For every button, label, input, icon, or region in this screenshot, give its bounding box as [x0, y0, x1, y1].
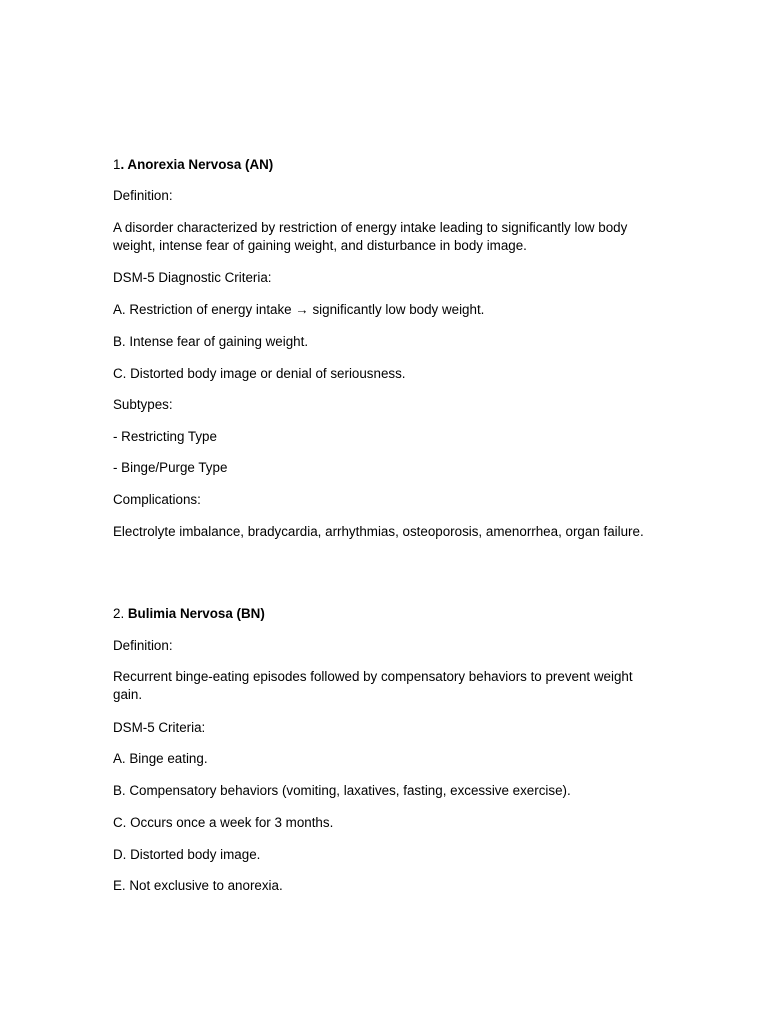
section-1-complications-label: Complications:	[113, 492, 201, 507]
section-2-number: 2.	[113, 606, 128, 621]
section-2-heading	[113, 605, 658, 623]
section-2-criterion-b: B. Compensatory behaviors (vomiting, laxatives, fasting, excessive exercise).	[113, 783, 571, 798]
section-1-subtypes-label: Subtypes:	[113, 397, 173, 412]
section-1-subtype-restricting: - Restricting Type	[113, 429, 217, 444]
section-1-complications-text: Electrolyte imbalance, bradycardia, arrhythmias, osteoporosis, amenorrhea, organ failure.	[113, 524, 644, 539]
section-1-definition-label: Definition:	[113, 188, 173, 203]
section-1-definition-text: A disorder characterized by restriction of energy intake leading to significantly low body weight, intense fear of gaining weight, and disturbance in body image.	[113, 220, 628, 253]
section-2-definition-text: Recurrent binge-eating episodes followed by compensatory behaviors to prevent weight gain.	[113, 669, 633, 702]
section-1-criterion-b: B. Intense fear of gaining weight.	[113, 334, 309, 349]
section-1-subtype-binge-purge: - Binge/Purge Type	[113, 460, 228, 475]
section-1-heading	[113, 156, 658, 174]
section-2-title: Bulimia Nervosa (BN)	[127, 606, 265, 621]
section-1-number: 1	[113, 157, 121, 172]
section-2-definition-label: Definition:	[113, 638, 173, 653]
section-2-criterion-d: D. Distorted body image.	[113, 847, 261, 862]
section-1-criteria-label: DSM-5 Diagnostic Criteria:	[113, 270, 272, 285]
section-1-criterion-a: A. Restriction of energy intake → significantly low body weight.	[113, 302, 485, 317]
section-2-criterion-c: C. Occurs once a week for 3 months.	[113, 815, 334, 830]
section-1-title: . Anorexia Nervosa (AN)	[120, 157, 274, 172]
section-2-criterion-e: E. Not exclusive to anorexia.	[113, 878, 283, 893]
section-2-criteria-label: DSM-5 Criteria:	[113, 720, 206, 735]
section-1-criterion-c: C. Distorted body image or denial of seriousness.	[113, 366, 406, 381]
section-2-criterion-a: A. Binge eating.	[113, 751, 208, 766]
